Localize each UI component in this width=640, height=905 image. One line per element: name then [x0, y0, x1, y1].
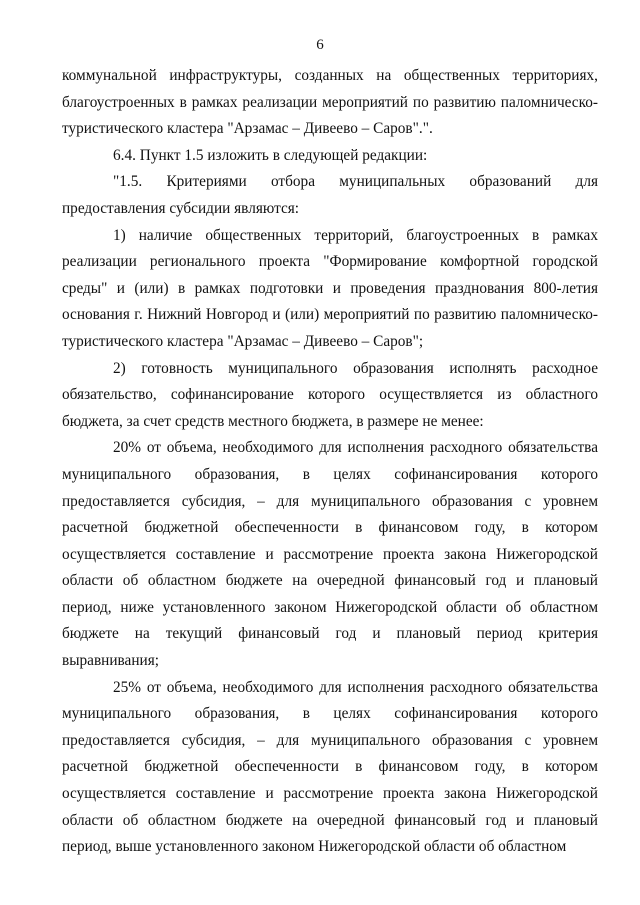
paragraph-clause-1-5: "1.5. Критериями отбора муниципальных образований для предоставления субсидии являются:	[62, 173, 598, 217]
paragraph-criterion-1: 1) наличие общественных территорий, благоустроенных в рамках реализации регионального проекта "Формирование комфортной городской среды" и (или) в рамках подготовки и проведения празднования 800-летия основания г. Нижний Новгород и (или) мероприятий по развитию паломническо-туристического кластера "Арзамас – Дивеево – Саров";	[62, 226, 598, 350]
paragraph-rate-20-percent: 20% от объема, необходимого для исполнения расходного обязательства муниципального образования, в целях софинансирования которого предоставляется субсидия, – для муниципального образования с уровнем расчетной бюджетной обеспеченности в финансовом году, в котором осуществляется составление и рассмотрение проекта закона Нижегородской области об областном бюджете на очередной финансовый год и плановый период, ниже установленного законом Нижегородской области об областном бюджете на текущий финансовый год и плановый период критерия выравнивания;	[62, 439, 598, 670]
paragraph-rate-25-percent: 25% от объема, необходимого для исполнения расходного обязательства муниципального образования, в целях софинансирования которого предоставляется субсидия, – для муниципального образования с уровнем расчетной бюджетной обеспеченности в финансовом году, в котором осуществляется составление и рассмотрение проекта закона Нижегородской области об областном бюджете на очередной финансовый год и плановый период, выше установленного законом Нижегородской области об областном	[62, 678, 598, 856]
paragraph-amendment-6-4: 6.4. Пункт 1.5 изложить в следующей редакции:	[113, 146, 428, 164]
page-number: 6	[316, 37, 324, 53]
paragraph-criterion-2: 2) готовность муниципального образования исполнять расходное обязательство, софинансирование которого осуществляется из областного бюджета, за счет средств местного бюджета, в размере не менее:	[62, 359, 598, 430]
paragraph-continuation: коммунальной инфраструктуры, созданных на общественных территориях, благоустроенных в рамках реализации мероприятий по развитию паломническо-туристического кластера "Арзамас – Дивеево – Саров".".	[62, 67, 598, 138]
document-body	[62, 63, 598, 861]
